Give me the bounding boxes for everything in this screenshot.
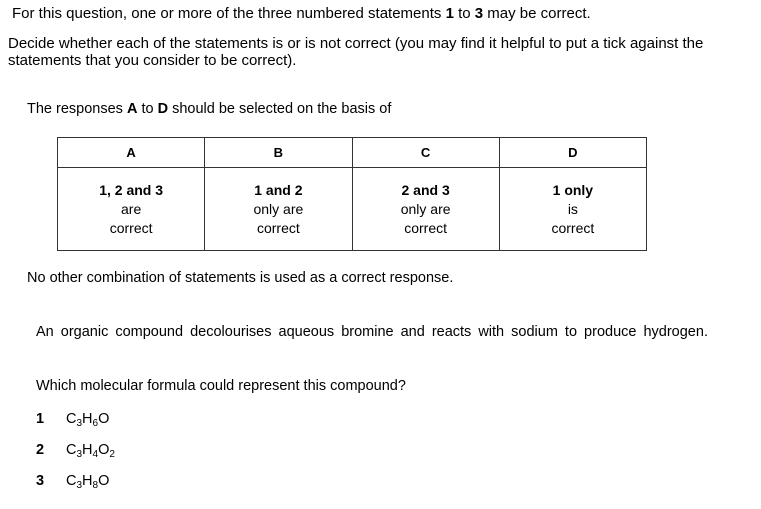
- formula: $C_3H_4O_2$: [66, 442, 115, 460]
- cell-b-lead: 1 and 2: [254, 181, 303, 198]
- combination-note: No other combination of statements is used as a correct response.: [27, 270, 454, 286]
- header-b: B: [205, 138, 352, 168]
- statement-2: [36, 442, 115, 458]
- cell-b-line2: only are: [253, 200, 304, 217]
- formula: $C_3H_6O$: [66, 411, 110, 429]
- cell-c-line3: correct: [404, 219, 448, 236]
- response-body-row: [58, 168, 647, 251]
- cell-c-line2: only are: [400, 200, 451, 217]
- question-prompt: Which molecular formula could represent this compound?: [36, 378, 406, 394]
- cell-d-line3: correct: [551, 219, 595, 236]
- statement-number: 2: [36, 442, 45, 458]
- cell-d-lead: 1 only: [552, 181, 594, 198]
- header-a: A: [58, 138, 205, 168]
- question-stem: An organic compound decolourises aqueous bromine and reacts with sodium to produce hydrogen.: [36, 324, 708, 340]
- cell-a: [58, 168, 205, 251]
- cell-c-lead: 2 and 3: [401, 181, 450, 198]
- response-table: [57, 137, 647, 251]
- formula: $C_3H_8O$: [66, 473, 110, 491]
- basis-text: The responses A to D should be selected on the basis of: [27, 101, 392, 117]
- statement-number: 3: [36, 473, 45, 489]
- statement-number: 1: [36, 411, 45, 427]
- intro-line-1: For this question, one or more of the three numbered statements 1 to 3 may be correct.: [12, 5, 591, 22]
- statement-3: [36, 473, 109, 489]
- cell-a-lead: 1, 2 and 3: [99, 181, 164, 198]
- header-d: D: [499, 138, 646, 168]
- cell-d-line2: is: [567, 200, 578, 217]
- intro-line-2: Decide whether each of the statements is or is not correct (you may find it helpful to put a tick against the statements that you consider to be correct).: [8, 35, 704, 69]
- cell-d: [499, 168, 646, 251]
- statement-1: [36, 411, 109, 427]
- cell-b: [205, 168, 352, 251]
- cell-a-line3: correct: [109, 219, 153, 236]
- cell-b-line3: correct: [256, 219, 300, 236]
- header-c: C: [352, 138, 499, 168]
- cell-a-line2: are: [121, 200, 142, 217]
- cell-c: [352, 168, 499, 251]
- response-header-row: [58, 138, 647, 168]
